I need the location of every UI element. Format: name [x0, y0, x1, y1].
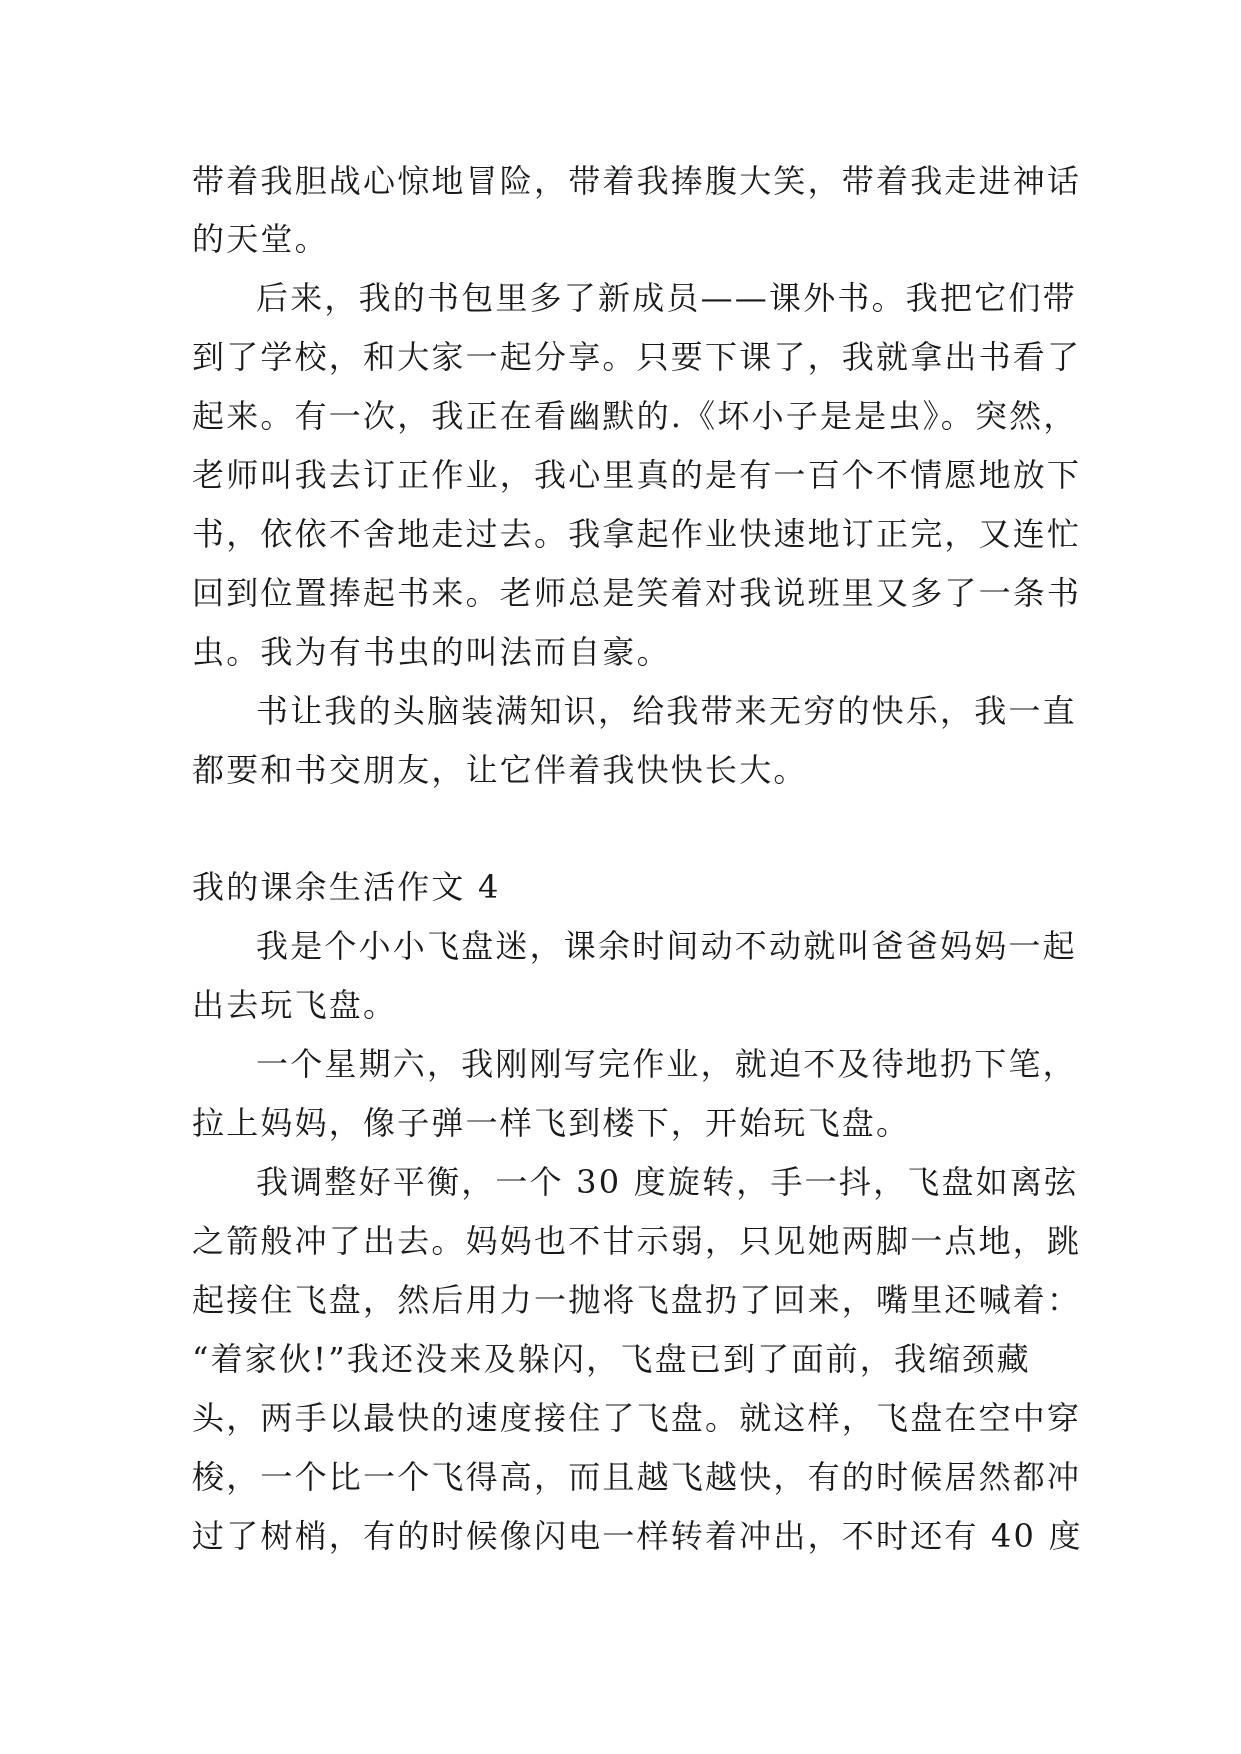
text-line: 带着我胆战心惊地冒险，带着我捧腹大笑，带着我走进神话: [192, 162, 1082, 200]
text-line: 起来。有一次，我正在看幽默的.《坏小子是是虫》。突然，: [192, 397, 1078, 435]
text-line: 头，两手以最快的速度接住了飞盘。就这样，飞盘在空中穿: [192, 1399, 1082, 1437]
text-line: 之箭般冲了出去。妈妈也不甘示弱，只见她两脚一点地，跳: [192, 1222, 1082, 1260]
text-line: 一个星期六，我刚刚写完作业，就迫不及待地扔下笔，: [256, 1045, 1077, 1083]
text-line: 我是个小小飞盘迷，课余时间动不动就叫爸爸妈妈一起: [256, 927, 1077, 965]
section-heading: 我的课余生活作文 4: [192, 868, 501, 906]
text-line: 后来，我的书包里多了新成员——课外书。我把它们带: [256, 279, 1077, 317]
text-line: 书，依依不舍地走过去。我拿起作业快速地订正完，又连忙: [192, 515, 1082, 553]
text-line: 出去玩飞盘。: [192, 986, 398, 1024]
text-line: “着家伙!”我还没来及躲闪，飞盘已到了面前，我缩颈藏: [192, 1340, 1031, 1378]
text-line: 的天堂。: [192, 220, 329, 258]
text-line: 拉上妈妈，像子弹一样飞到楼下，开始玩飞盘。: [192, 1104, 911, 1142]
text-line: 起接住飞盘，然后用力一抛将飞盘扔了回来，嘴里还喊着：: [192, 1281, 1082, 1319]
text-line: 老师叫我去订正作业，我心里真的是有一百个不情愿地放下: [192, 456, 1082, 494]
text-line: 回到位置捧起书来。老师总是笑着对我说班里又多了一条书: [192, 574, 1082, 612]
text-line: 到了学校，和大家一起分享。只要下课了，我就拿出书看了: [192, 338, 1082, 376]
text-line: 都要和书交朋友，让它伴着我快快长大。: [192, 751, 808, 789]
text-line: 梭，一个比一个飞得高，而且越飞越快，有的时候居然都冲: [192, 1458, 1082, 1496]
text-line: 虫。我为有书虫的叫法而自豪。: [192, 633, 671, 671]
text-line: 过了树梢，有的时候像闪电一样转着冲出，不时还有 40 度: [192, 1517, 1083, 1555]
text-line: 书让我的头脑装满知识，给我带来无穷的快乐，我一直: [256, 692, 1077, 730]
text-line: 我调整好平衡，一个 30 度旋转，手一抖，飞盘如离弦: [256, 1163, 1079, 1201]
